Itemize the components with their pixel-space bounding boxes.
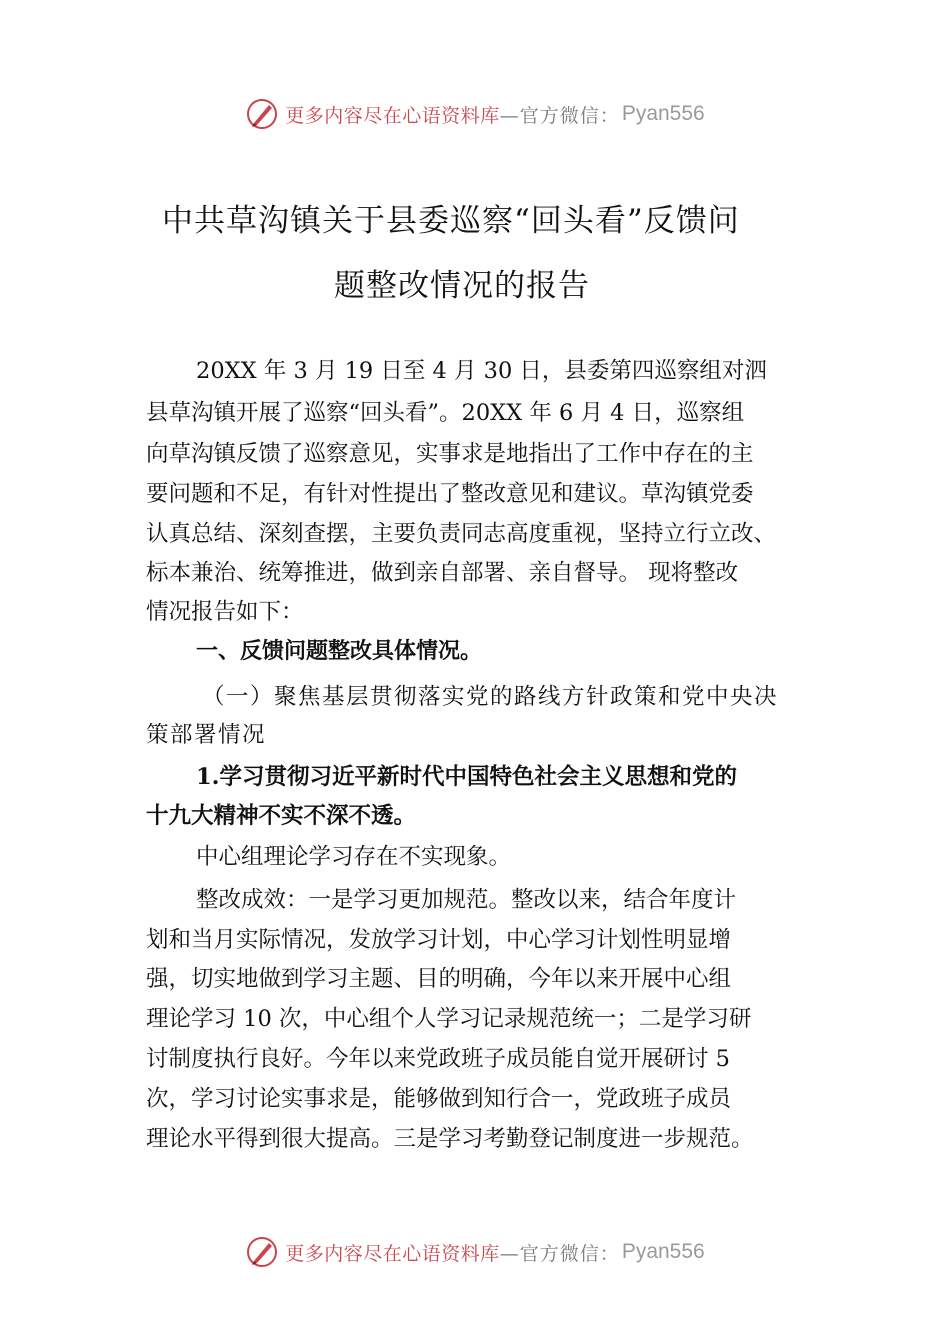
watermark-wechat-id: Pyan556	[621, 102, 705, 125]
subsection-heading-line-1: （一）聚焦基层贯彻落实党的路线方针政策和党中央决	[202, 684, 779, 710]
paragraph-1-line-2: 县草沟镇开展了巡察“回头看”。20XX 年 6 月 4 日，巡察组	[146, 400, 745, 426]
watermark-wechat-id: Pyan556	[621, 1240, 705, 1263]
header-watermark	[0, 94, 950, 134]
paragraph-3-line-2: 划和当月实际情况，发放学习计划，中心学习计划性明显增	[146, 927, 732, 953]
paragraph-3-line-4: 理论学习 10 次，中心组个人学习记录规范统一；二是学习研	[146, 1006, 752, 1032]
pen-logo-icon	[245, 1235, 279, 1269]
paragraph-1-line-6: 标本兼治、统筹推进，做到亲自部署、亲自督导。 现将整改	[146, 560, 739, 586]
paragraph-3-line-5: 讨制度执行良好。今年以来党政班子成员能自觉开展研讨 5	[146, 1046, 730, 1072]
watermark-suffix: —官方微信：	[499, 104, 620, 127]
paragraph-1-line-4: 要问题和不足，有针对性提出了整改意见和建议。草沟镇党委	[146, 481, 754, 507]
item-heading-line-2: 十九大精神不实不深不透。	[146, 803, 417, 829]
document-title-line-1: 中共草沟镇关于县委巡察“回头看”反馈问	[162, 203, 740, 239]
subsection-heading-line-2: 策部署情况	[146, 722, 267, 748]
section-heading-1: 一、反馈问题整改具体情况。	[196, 639, 483, 664]
watermark-brand: 更多内容尽在心语资料库	[285, 1242, 500, 1265]
paragraph-3-line-6: 次，学习讨论实事求是，能够做到知行合一，党政班子成员	[146, 1086, 732, 1112]
paragraph-1-line-5: 认真总结、深刻查摆，主要负责同志高度重视，坚持立行立改、	[146, 521, 777, 547]
footer-watermark	[0, 1232, 950, 1272]
pen-logo-icon	[245, 97, 279, 131]
paragraph-1-line-7: 情况报告如下：	[146, 599, 304, 625]
paragraph-3-line-7: 理论水平得到很大提高。三是学习考勤登记制度进一步规范。	[146, 1126, 754, 1152]
paragraph-1-line-3: 向草沟镇反馈了巡察意见，实事求是地指出了工作中存在的主	[146, 441, 754, 467]
document-title-line-2: 题整改情况的报告	[334, 268, 590, 304]
item-heading-line-1: 1.学习贯彻习近平新时代中国特色社会主义思想和党的	[196, 764, 737, 790]
paragraph-1-line-1: 20XX 年 3 月 19 日至 4 月 30 日，县委第四巡察组对泗	[196, 358, 767, 384]
paragraph-3-line-1: 整改成效：一是学习更加规范。整改以来，结合年度计	[196, 887, 737, 913]
watermark-suffix: —官方微信：	[499, 1242, 620, 1265]
watermark-brand: 更多内容尽在心语资料库	[285, 104, 500, 127]
paragraph-2: 中心组理论学习存在不实现象。	[196, 844, 512, 870]
paragraph-3-line-3: 强，切实地做到学习主题、目的明确，今年以来开展中心组	[146, 966, 732, 992]
